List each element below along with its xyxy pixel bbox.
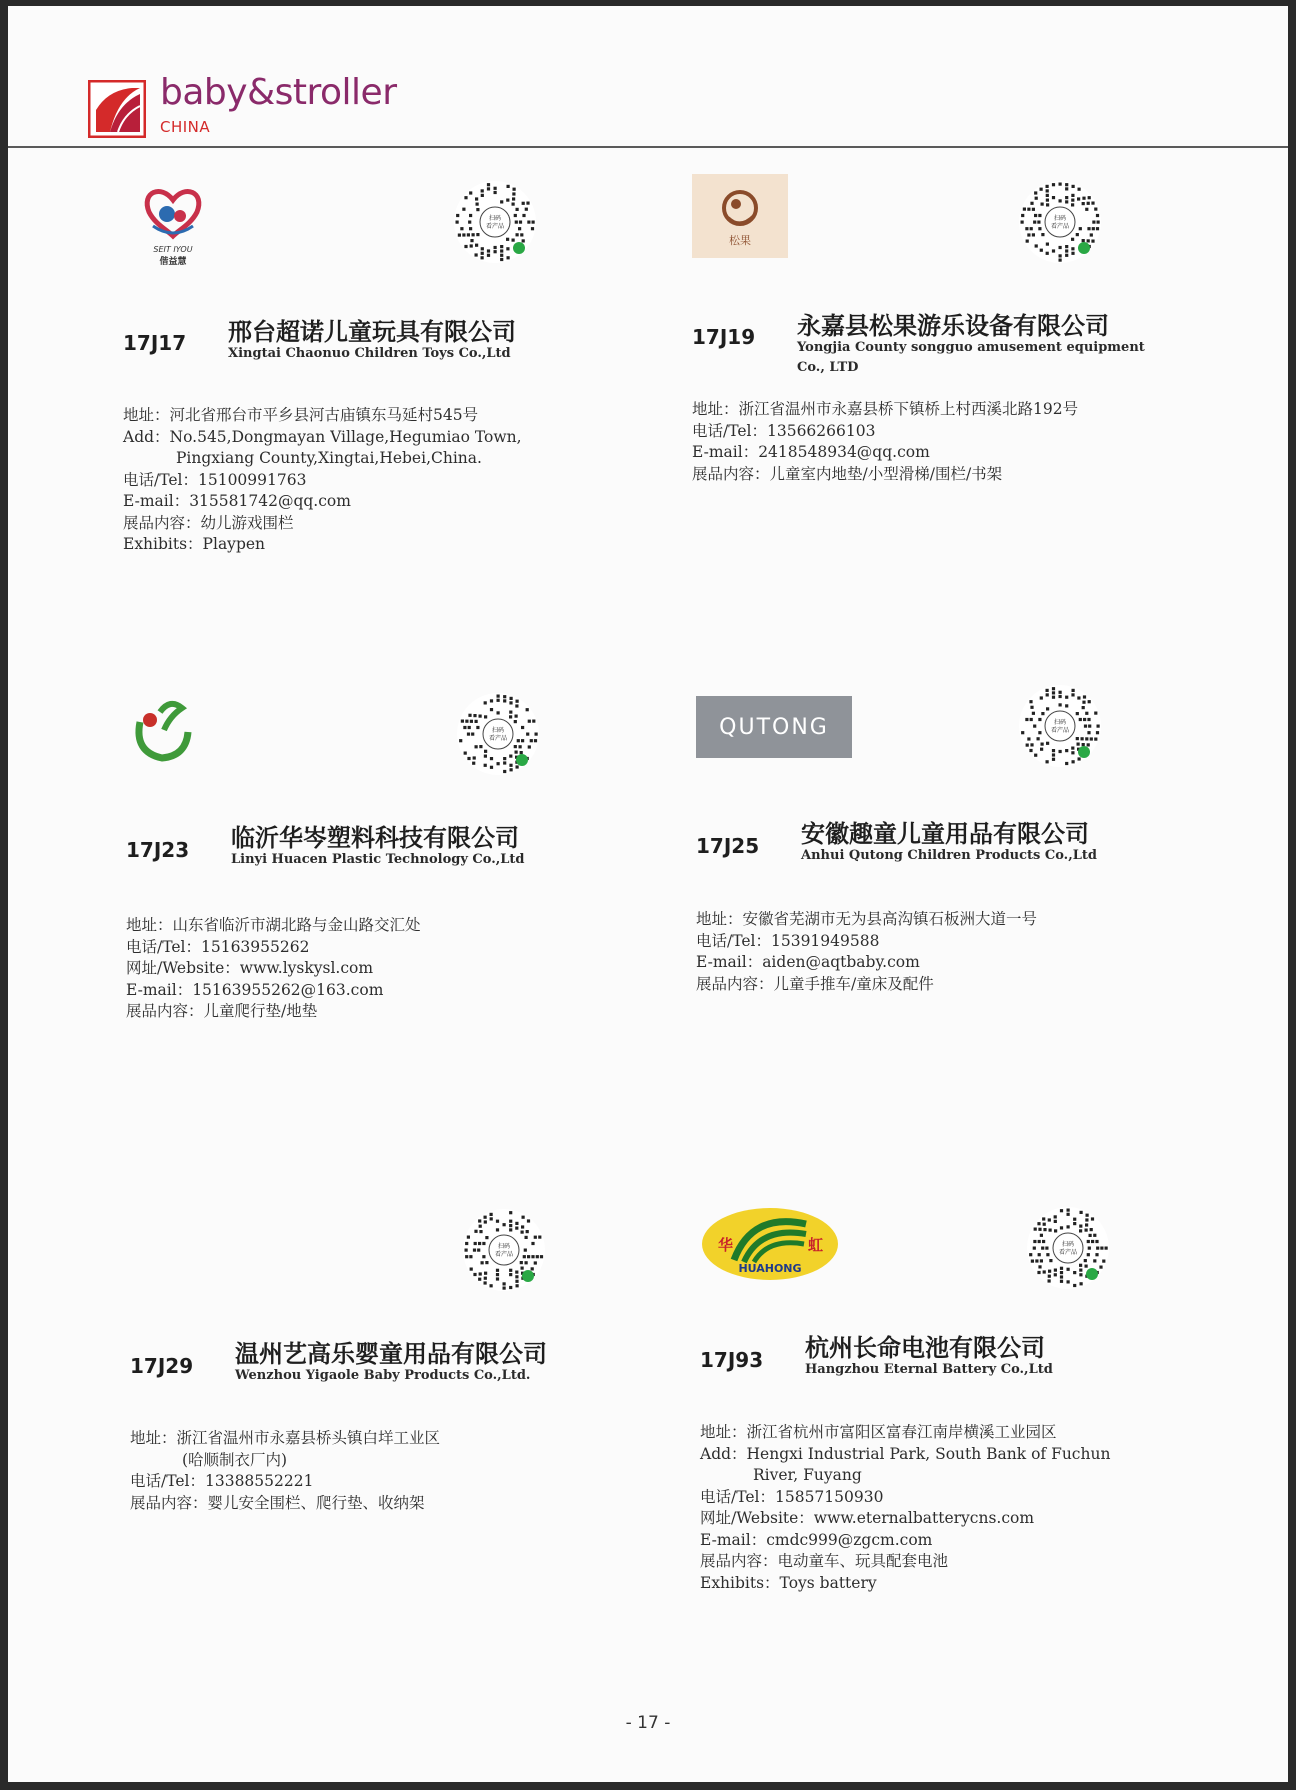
huahong-logo-text-right: 虹 <box>808 1236 824 1254</box>
address-cn: 地址：安徽省芜湖市无为县高沟镇石板洲大道一号 <box>696 910 1038 928</box>
company-name-cn: 永嘉县松果游乐设备有限公司 <box>797 311 1109 340</box>
qutong-logo-text: QUTONG <box>719 715 829 740</box>
address-cn-cont: (哈顺制衣厂内) <box>182 1450 288 1469</box>
exhibits-cn: 展品内容：儿童手推车/童床及配件 <box>696 974 934 993</box>
exhibits-cn: 展品内容：儿童室内地垫/小型滑梯/围栏/书架 <box>692 464 1003 483</box>
qr-label-2: 看产品 <box>1050 727 1070 734</box>
company-name-en: Anhui Qutong Children Products Co.,Ltd <box>801 848 1097 863</box>
brand-logo-icon <box>88 80 146 138</box>
booth-number: 17J29 <box>130 1354 194 1378</box>
qr-label: 扫码 <box>488 215 502 222</box>
qr-code-icon <box>1018 180 1102 264</box>
songguo-logo-text: 松果 <box>729 234 751 247</box>
exhibits-en: Exhibits：Toys battery <box>700 1573 877 1592</box>
header-divider <box>8 146 1288 148</box>
exhibitor-card-17j29 <box>130 1204 690 1674</box>
email: E-mail：2418548934@qq.com <box>692 443 930 461</box>
website: 网址/Website：www.eternalbatterycns.com <box>700 1509 1035 1527</box>
exhibitor-card-17j25 <box>696 684 1256 1154</box>
company-name-cn: 临沂华岑塑料科技有限公司 <box>231 823 519 852</box>
catalog-page <box>8 6 1288 1782</box>
qr-label-2: 看产品 <box>488 735 508 742</box>
qr-code-icon <box>1026 1206 1110 1290</box>
address-cn: 地址：浙江省杭州市富阳区富春江南岸横溪工业园区 <box>700 1423 1057 1441</box>
wechat-badge-icon <box>516 754 528 766</box>
chaonuo-logo-text: 偕益慧 <box>159 257 187 267</box>
wechat-badge-icon <box>513 242 525 254</box>
chaonuo-logo-icon <box>123 180 223 270</box>
exhibitor-card-17j23 <box>126 692 686 1162</box>
contact-info <box>126 915 421 1023</box>
contact-info <box>696 909 1037 995</box>
company-name-cn: 安徽趣童儿童用品有限公司 <box>801 819 1089 848</box>
exhibitor-card-17j93 <box>700 1198 1260 1668</box>
website: 网址/Website：www.lyskysl.com <box>126 959 374 977</box>
address-en-cont: River, Fuyang <box>753 1466 862 1484</box>
exhibits-cn: 展品内容：幼儿游戏围栏 <box>123 513 294 532</box>
company-name-cn: 杭州长命电池有限公司 <box>805 1333 1045 1362</box>
address-en: Add：No.545,Dongmayan Village,Hegumiao Town, <box>123 427 522 446</box>
huahong-logo-text: HUAHONG <box>738 1262 802 1275</box>
exhibits-en: Exhibits：Playpen <box>123 535 266 553</box>
qr-code-icon <box>462 1208 546 1292</box>
company-name-cn: 邢台超诺儿童玩具有限公司 <box>228 317 516 346</box>
brand-subtitle: CHINA <box>160 118 211 136</box>
qr-label: 扫码 <box>1053 719 1067 726</box>
chaonuo-logo-text-en: SEIT IYOU <box>153 245 193 254</box>
company-name-en: Linyi Huacen Plastic Technology Co.,Ltd <box>231 852 525 867</box>
address-cn: 地址：河北省邢台市平乡县河古庙镇东马延村545号 <box>123 406 479 424</box>
contact-info <box>123 405 522 556</box>
exhibitor-card-17j19 <box>692 174 1252 644</box>
address-en: Add：Hengxi Industrial Park, South Bank of Fuchun <box>700 1444 1111 1463</box>
qr-label: 扫码 <box>1061 1241 1075 1248</box>
exhibitor-card-17j17 <box>123 180 683 650</box>
page-number: - 17 - <box>625 1713 671 1733</box>
qr-label: 扫码 <box>1053 215 1067 222</box>
exhibits-cn: 展品内容：电动童车、玩具配套电池 <box>700 1552 949 1570</box>
qr-label: 扫码 <box>497 1243 511 1250</box>
booth-number: 17J93 <box>700 1348 764 1372</box>
contact-info <box>700 1422 1110 1594</box>
qutong-logo-icon <box>696 696 852 758</box>
email: E-mail：315581742@qq.com <box>123 492 351 510</box>
songguo-logo-icon <box>692 174 788 258</box>
email: E-mail：aiden@aqtbaby.com <box>696 953 920 971</box>
email: E-mail：15163955262@163.com <box>126 980 384 999</box>
company-name-cn: 温州艺高乐婴童用品有限公司 <box>235 1339 547 1368</box>
wechat-badge-icon <box>1078 242 1090 254</box>
email: E-mail：cmdc999@zgcm.com <box>700 1530 933 1549</box>
qr-label-2: 看产品 <box>1058 1249 1078 1256</box>
address-cn: 地址：浙江省温州市永嘉县桥下镇桥上村西溪北路192号 <box>692 400 1079 418</box>
wechat-badge-icon <box>1086 1268 1098 1280</box>
qr-label-2: 看产品 <box>485 223 505 230</box>
huahong-logo-text-left: 华 <box>718 1236 734 1254</box>
huacen-logo-icon <box>126 692 196 768</box>
exhibits-cn: 展品内容：儿童爬行垫/地垫 <box>126 1002 318 1020</box>
booth-number: 17J23 <box>126 838 190 862</box>
address-cn: 地址：浙江省温州市永嘉县桥头镇白垟工业区 <box>130 1429 441 1447</box>
contact-info <box>692 399 1078 485</box>
wechat-badge-icon <box>1078 746 1090 758</box>
company-name-en: Hangzhou Eternal Battery Co.,Ltd <box>805 1362 1053 1377</box>
exhibits-cn: 展品内容：婴儿安全围栏、爬行垫、收纳架 <box>130 1493 425 1512</box>
telephone: 电话/Tel：15163955262 <box>126 937 310 956</box>
wechat-badge-icon <box>522 1270 534 1282</box>
huahong-logo-icon <box>700 1206 840 1282</box>
qr-label-2: 看产品 <box>494 1251 514 1258</box>
contact-info <box>130 1428 440 1514</box>
brand-name: baby&stroller <box>160 72 397 113</box>
telephone: 电话/Tel：15100991763 <box>123 470 307 489</box>
qr-label-2: 看产品 <box>1050 223 1070 230</box>
company-name-en: Xingtai Chaonuo Children Toys Co.,Ltd <box>228 346 511 361</box>
company-name-en: Wenzhou Yigaole Baby Products Co.,Ltd. <box>235 1368 531 1383</box>
address-en-cont: Pingxiang County,Xingtai,Hebei,China. <box>176 449 482 467</box>
booth-number: 17J17 <box>123 331 187 355</box>
qr-code-icon <box>1018 684 1102 768</box>
booth-number: 17J25 <box>696 834 760 858</box>
company-name-en: Yongjia County songguo amusement equipment Co., LTD <box>797 340 1145 375</box>
qr-code-icon <box>453 180 537 264</box>
qr-label: 扫码 <box>491 727 505 734</box>
telephone: 电话/Tel：15857150930 <box>700 1487 884 1506</box>
telephone: 电话/Tel：15391949588 <box>696 931 880 950</box>
address-cn: 地址：山东省临沂市湖北路与金山路交汇处 <box>126 916 421 934</box>
qr-code-icon <box>456 692 540 776</box>
booth-number: 17J19 <box>692 325 756 349</box>
telephone: 电话/Tel：13566266103 <box>692 421 876 440</box>
telephone: 电话/Tel：13388552221 <box>130 1472 314 1490</box>
